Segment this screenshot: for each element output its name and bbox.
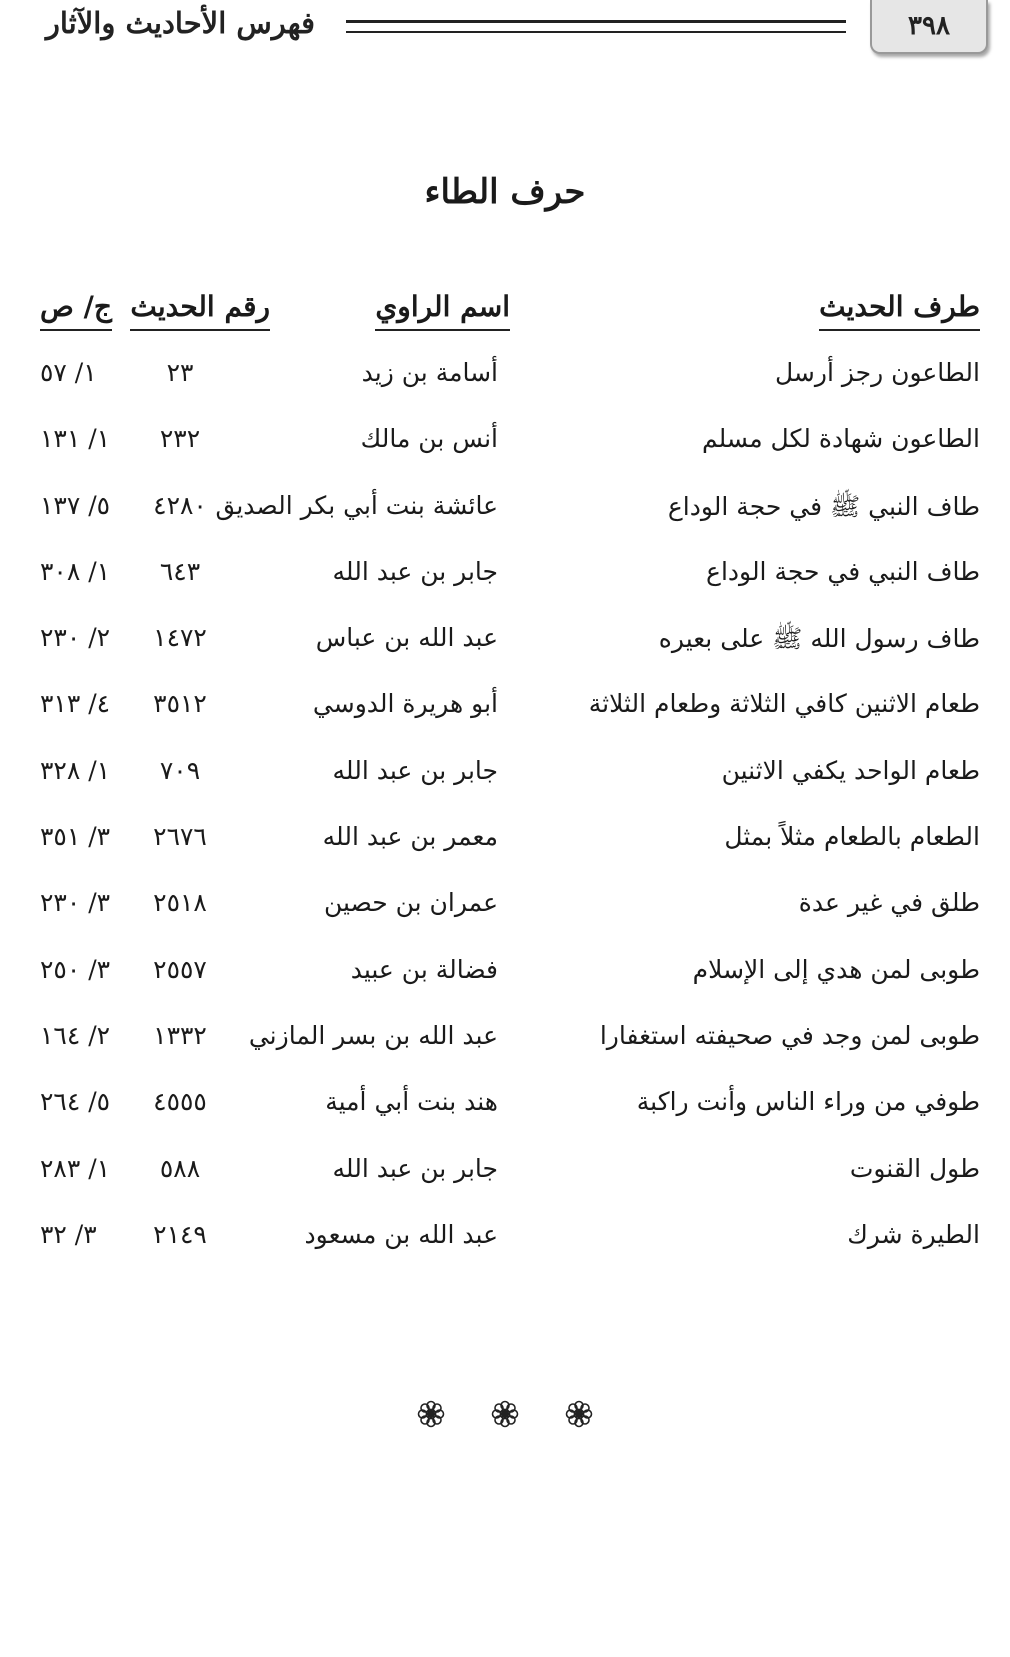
rosette-icon [565,1400,593,1428]
table-row [0,1214,1010,1280]
hadith-start-cell: طوبى لمن هدي إلى الإسلام [692,954,980,984]
hadith-start-cell: طاف رسول الله ﷺ على بعيره [658,624,980,654]
page-header [0,0,1010,60]
narrator-cell: أبو هريرة الدوسي [312,689,498,719]
narrator-cell: جابر بن عبد الله [332,1153,498,1183]
narrator-cell: عائشة بنت أبي بكر الصديق [215,490,498,520]
narrator-cell: أسامة بن زيد [361,358,498,387]
narrator-cell: جابر بن عبد الله [332,556,498,586]
volume-page-cell: ١/ ٣٠٨ [40,556,111,586]
table-row [0,683,1010,749]
narrator-cell: جابر بن عبد الله [332,755,498,785]
narrator-cell: معمر بن عبد الله [322,822,498,852]
volume-page-cell: ٥/ ١٣٧ [40,490,111,520]
table-row [0,750,1010,816]
volume-page-cell: ٢/ ١٦٤ [40,1020,111,1050]
column-header-hadith-start: طرف الحديث [819,290,980,331]
hadith-number-cell: ٢١٤٩ [153,1219,207,1249]
volume-page-cell: ١/ ٢٨٣ [40,1153,111,1183]
column-header-narrator: اسم الراوي [375,290,510,331]
narrator-cell: فضالة بن عبيد [350,954,498,984]
volume-page-cell: ٥/ ٢٦٤ [40,1087,111,1117]
hadith-number-cell: ٦٤٣ [159,556,201,586]
volume-page-cell: ٤/ ٣١٣ [40,689,111,719]
hadith-start-cell: الطاعون رجز أرسل [775,358,980,387]
volume-page-cell: ٣/ ٢٥٠ [40,954,111,984]
volume-page-cell: ١/ ٣٢٨ [40,755,111,785]
hadith-number-cell: ٢٣٢ [159,424,201,454]
table-row [0,485,1010,551]
hadith-start-cell: طاف النبي ﷺ في حجة الوداع [667,491,980,521]
hadith-start-cell: طاف النبي في حجة الوداع [706,556,980,586]
volume-page-cell: ٣/ ٣٥١ [40,822,111,852]
section-end-ornaments [0,1400,1010,1428]
volume-page-cell: ٣/ ٢٣٠ [40,888,111,918]
hadith-start-cell: الطاعون شهادة لكل مسلم [701,424,980,454]
hadith-start-cell: الطعام بالطعام مثلاً بمثل [724,822,980,852]
hadith-number-cell: ٤٥٥٥ [153,1087,207,1117]
hadith-number-cell: ٤٢٨٠ [153,490,207,520]
index-table [0,352,1010,1280]
narrator-cell: عمران بن حصين [323,888,498,918]
narrator-cell: عبد الله بن مسعود [304,1219,498,1249]
hadith-start-cell: طلق في غير عدة [798,888,980,918]
table-row [0,882,1010,948]
volume-page-cell: ٣/ ٣٢ [40,1219,97,1249]
table-row [0,1081,1010,1147]
table-row [0,617,1010,683]
narrator-cell: أنس بن مالك [360,424,498,454]
table-row [0,949,1010,1015]
volume-page-cell: ١/ ١٣١ [40,424,111,454]
volume-page-cell: ٢/ ٢٣٠ [40,623,111,653]
hadith-start-cell: طعام الاثنين كافي الثلاثة وطعام الثلاثة [588,689,980,719]
hadith-start-cell: الطيرة شرك [847,1219,980,1249]
page-number: ٣٩٨ [908,11,950,41]
hadith-start-cell: طوبى لمن وجد في صحيفته استغفارا [599,1020,980,1050]
rosette-icon [491,1400,519,1428]
hadith-number-cell: ٢٥١٨ [153,888,207,918]
hadith-start-cell: طوفي من وراء الناس وأنت راكبة [636,1087,980,1117]
narrator-cell: عبد الله بن بسر المازني [248,1020,498,1050]
header-rule-thin [346,31,846,33]
narrator-cell: عبد الله بن عباس [315,623,498,653]
table-row [0,1015,1010,1081]
page-number-tab [870,0,988,54]
column-header-volume-page: ج/ ص [40,290,112,331]
rosette-icon [417,1400,445,1428]
hadith-number-cell: ٢٦٧٦ [153,822,207,852]
hadith-number-cell: ١٤٧٢ [153,623,207,653]
hadith-number-cell: ٢٥٥٧ [153,954,207,984]
running-title: فهرس الأحاديث والآثار [45,6,315,40]
hadith-number-cell: ١٣٣٢ [153,1020,207,1050]
table-row [0,418,1010,484]
hadith-number-cell: ٥٨٨ [159,1153,201,1183]
table-row [0,1148,1010,1214]
narrator-cell: هند بنت أبي أمية [325,1087,498,1117]
hadith-start-cell: طول القنوت [849,1153,980,1183]
table-row [0,352,1010,418]
hadith-number-cell: ٢٣ [166,358,194,387]
table-row [0,816,1010,882]
header-rule-thick [346,20,846,23]
column-header-hadith-number: رقم الحديث [130,290,270,331]
hadith-number-cell: ٧٠٩ [159,755,201,785]
section-title: حرف الطاء [424,172,586,212]
volume-page-cell: ١/ ٥٧ [40,358,97,387]
hadith-number-cell: ٣٥١٢ [153,689,207,719]
hadith-start-cell: طعام الواحد يكفي الاثنين [721,755,980,785]
table-row [0,551,1010,617]
